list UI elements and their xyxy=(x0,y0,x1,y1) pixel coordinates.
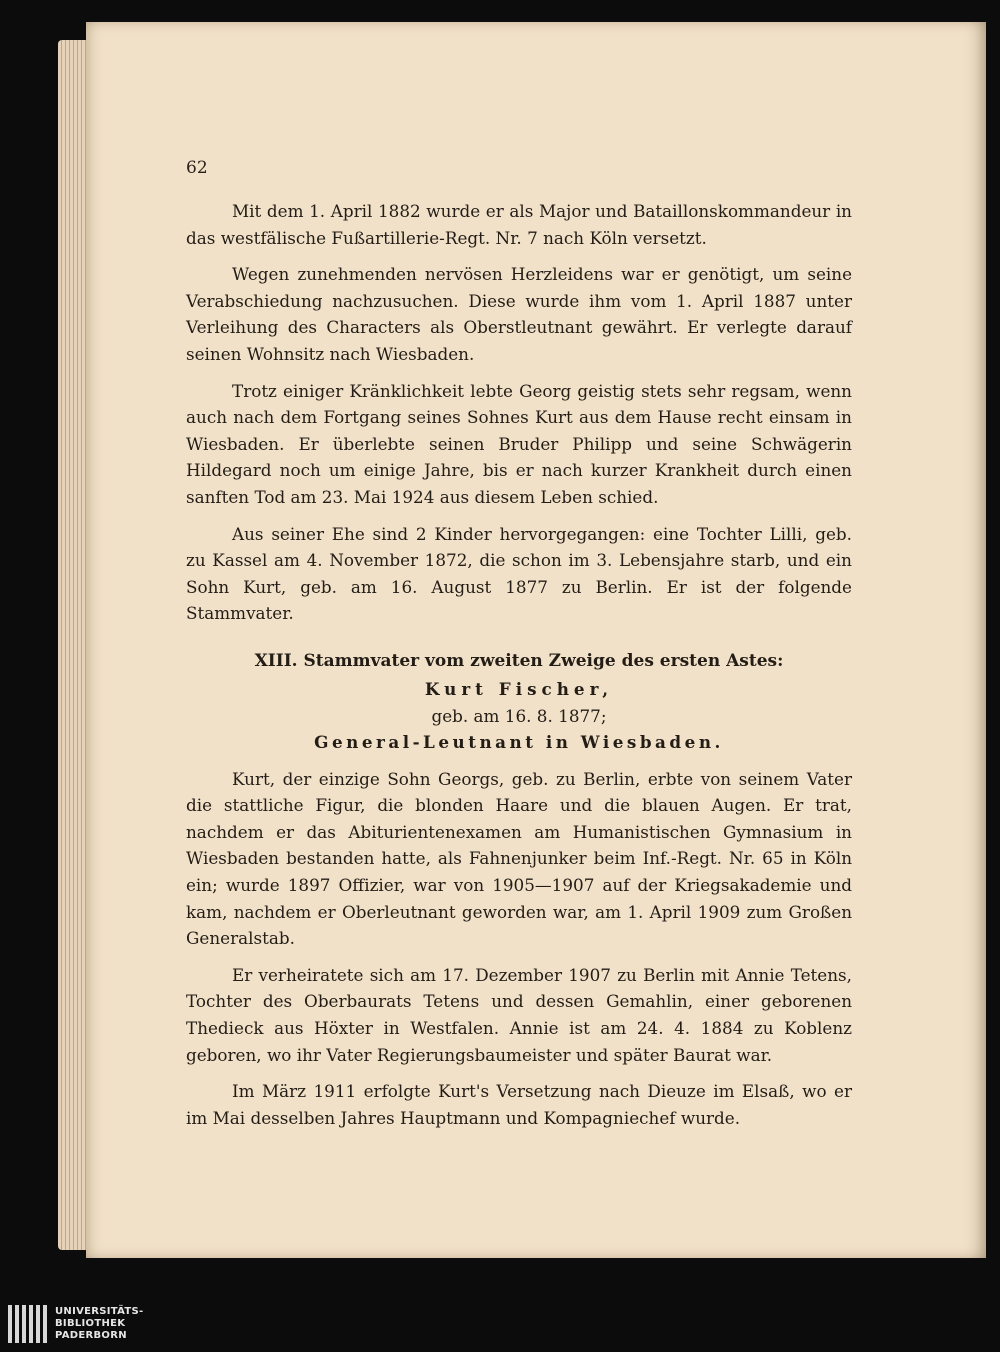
page-text xyxy=(186,198,852,1141)
section-title: XIII. Stammvater vom zweiten Zweige des ersten Astes: xyxy=(254,650,784,671)
paragraph: Wegen zunehmenden nervösen Herzleidens war er genötigt, um seine Verabschiedung nachzusuchen. Diese wurde ihm vom 1. April 1887 unter Verleihung des Characters als Oberstleutnant gewährt. Er verlegte darauf seinen Wohnsitz nach Wiesbaden. xyxy=(186,264,852,364)
paragraph: Kurt, der einzige Sohn Georgs, geb. zu Berlin, erbte von seinem Vater die stattliche Figur, die blonden Haare und die blauen Augen. Er trat, nachdem er das Abiturientenexamen am Humanistischen Gymnasium in Wiesbaden bestanden hatte, als Fahnenjunker beim Inf.-Regt. Nr. 65 in Köln ein; wurde 1897 Offizier, war von 1905—1907 auf der Kriegsakademie und kam, nachdem er Oberleutnant geworden war, am 1. April 1909 zum Großen Generalstab. xyxy=(186,768,852,949)
logo-text-line: PADERBORN xyxy=(55,1330,127,1341)
paragraph: Mit dem 1. April 1882 wurde er als Major und Bataillonskommandeur in das westfälische Fußartillerie-Regt. Nr. 7 nach Köln versetzt. xyxy=(186,201,852,248)
section-heading xyxy=(186,647,852,756)
person-name: Kurt Fischer, xyxy=(424,678,614,699)
logo-text-line: BIBLIOTHEK xyxy=(55,1318,126,1329)
birth-date: geb. am 16. 8. 1877; xyxy=(431,705,607,726)
library-logo xyxy=(8,1302,208,1346)
page-number: 62 xyxy=(186,158,208,178)
paragraph: Aus seiner Ehe sind 2 Kinder hervorgegangen: eine Tochter Lilli, geb. zu Kassel am 4. November 1872, die schon im 3. Lebensjahre starb, und ein Sohn Kurt, geb. am 16. August 1877 zu Berlin. Er ist der folgende Stammvater. xyxy=(186,523,852,624)
paragraph: Er verheiratete sich am 17. Dezember 1907 zu Berlin mit Annie Tetens, Tochter des Oberbaurats Tetens und dessen Gemahlin, einer geborenen Thedieck aus Höxter in Westfalen. Annie ist am 24. 4. 1884 zu Koblenz geboren, wo ihr Vater Regierungsbaumeister und später Baurat war. xyxy=(186,964,852,1065)
rank-title: General-Leutnant in Wiesbaden. xyxy=(314,732,724,753)
paragraph: Trotz einiger Kränklichkeit lebte Georg geistig stets sehr regsam, wenn auch nach dem Fortgang seines Sohnes Kurt aus dem Hause recht einsam in Wiesbaden. Er überlebte seinen Bruder Philipp und seine Schwägerin Hildegard noch um einige Jahre, bis er nach kurzer Krankheit durch einen sanften Tod am 23. Mai 1924 aus diesem Leben schied. xyxy=(186,380,852,507)
paragraph: Im März 1911 erfolgte Kurt's Versetzung nach Dieuze im Elsaß, wo er im Mai desselben Jahres Hauptmann und Kompagniechef wurde. xyxy=(186,1081,852,1128)
logo-text-line: UNIVERSITÄTS- xyxy=(55,1306,144,1317)
logo-bars-icon xyxy=(8,1305,47,1343)
